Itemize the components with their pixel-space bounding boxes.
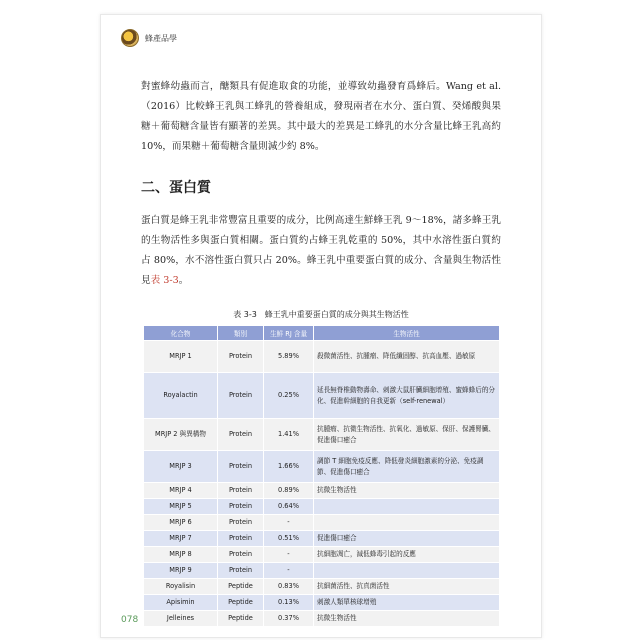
cell-category: Protein <box>218 531 264 547</box>
cell-category: Peptide <box>218 595 264 611</box>
bee-logo-icon <box>121 29 139 47</box>
table-title: 表 3-3 蜂王乳中重要蛋白質的成分與其生物活性 <box>233 310 409 319</box>
paragraph-sugars: 對蜜蜂幼蟲而言，醣類具有促進取食的功能，並導致幼蟲發育爲蜂后。Wang et al.（2016）比較蜂王乳與工蜂乳的營養組成，發現兩者在水分、蛋白質、癸烯酸與果糖＋葡萄糖含量皆有顯著的差異。其中最大的差異是工蜂乳的水分含量比蜂王乳高約 10%，而果糖＋葡萄糖含量則減少約 8%。 <box>141 81 501 152</box>
cell-content: 0.37% <box>264 611 314 627</box>
cell-compound: MRJP 2 與異構物 <box>144 419 218 451</box>
cell-compound: Royalisin <box>144 579 218 595</box>
table-row <box>144 547 500 563</box>
section-heading: 二、蛋白質 <box>141 180 211 196</box>
cell-category: Protein <box>218 373 264 419</box>
cell-activity <box>314 563 500 579</box>
cell-category: Protein <box>218 499 264 515</box>
cell-compound: MRJP 8 <box>144 547 218 563</box>
cell-compound: MRJP 3 <box>144 451 218 483</box>
cell-content: 0.64% <box>264 499 314 515</box>
cell-content: 0.13% <box>264 595 314 611</box>
table-row <box>144 531 500 547</box>
cell-activity: 調節 T 細胞免疫反應、降低發炎細胞激素的分泌、免疫調節、促進傷口癒合 <box>314 451 500 483</box>
cell-content: 0.89% <box>264 483 314 499</box>
table-reference-link[interactable]: 表 3-3 <box>150 275 179 286</box>
cell-compound: MRJP 6 <box>144 515 218 531</box>
cell-compound: Royalactin <box>144 373 218 419</box>
cell-category: Protein <box>218 483 264 499</box>
cell-content: 1.66% <box>264 451 314 483</box>
table-row <box>144 341 500 373</box>
table-row <box>144 419 500 451</box>
paragraph-protein-end: 。 <box>178 275 189 286</box>
cell-activity <box>314 515 500 531</box>
cell-category: Protein <box>218 341 264 373</box>
cell-activity <box>314 499 500 515</box>
table-row <box>144 373 500 419</box>
table-row <box>144 499 500 515</box>
cell-compound: MRJP 4 <box>144 483 218 499</box>
cell-content: - <box>264 563 314 579</box>
cell-compound: Jelleines <box>144 611 218 627</box>
table-row <box>144 483 500 499</box>
cell-activity: 抗微生物活性 <box>314 611 500 627</box>
cell-compound: MRJP 5 <box>144 499 218 515</box>
cell-compound: MRJP 9 <box>144 563 218 579</box>
cell-content: 0.83% <box>264 579 314 595</box>
table-row <box>144 563 500 579</box>
header-activity: 生物活性 <box>314 326 500 341</box>
cell-activity: 殺微菌活性、抗腫瘤、降低纖固醇、抗高血壓、過敏原 <box>314 341 500 373</box>
cell-content: 0.51% <box>264 531 314 547</box>
cell-content: 1.41% <box>264 419 314 451</box>
protein-table <box>143 325 500 627</box>
cell-content: 0.25% <box>264 373 314 419</box>
cell-category: Peptide <box>218 611 264 627</box>
paragraph-protein-text: 蛋白質是蜂王乳非常豐富且重要的成分，比例高達生鮮蜂王乳 9～18%，諸多蜂王乳的生物活性多與蛋白質相關。蛋白質約占蜂王乳乾重的 50%，其中水溶性蛋白質約占 80%，水不溶性蛋白質只占 20%。蜂王乳中重要蛋白質的成分、含量與生物活性見 <box>141 215 501 286</box>
cell-compound: MRJP 7 <box>144 531 218 547</box>
header-category: 類別 <box>218 326 264 341</box>
cell-activity: 抗細胞凋亡，減低蜂毒引起的反應 <box>314 547 500 563</box>
table-row <box>144 451 500 483</box>
cell-content: - <box>264 547 314 563</box>
cell-compound: MRJP 1 <box>144 341 218 373</box>
cell-category: Peptide <box>218 579 264 595</box>
table-row <box>144 611 500 627</box>
cell-content: - <box>264 515 314 531</box>
paragraph-protein <box>141 211 501 291</box>
header-content: 生鮮 RJ 含量 <box>264 326 314 341</box>
table-header-row <box>144 326 500 341</box>
header-compound: 化合物 <box>144 326 218 341</box>
cell-category: Protein <box>218 547 264 563</box>
table-row <box>144 515 500 531</box>
cell-activity: 刺激人類單核球增殖 <box>314 595 500 611</box>
cell-category: Protein <box>218 419 264 451</box>
table-row <box>144 579 500 595</box>
cell-category: Protein <box>218 451 264 483</box>
running-header <box>121 29 177 47</box>
series-title: 蜂產品學 <box>145 33 177 43</box>
cell-compound: Apisimin <box>144 595 218 611</box>
page-number: 078 <box>121 615 139 625</box>
cell-content: 5.89% <box>264 341 314 373</box>
cell-category: Protein <box>218 515 264 531</box>
cell-activity: 抗腫瘤、抗微生物活性、抗氧化、過敏原、保肝、保護腎臟、促進傷口癒合 <box>314 419 500 451</box>
book-page <box>100 14 542 638</box>
cell-activity: 促進傷口癒合 <box>314 531 500 547</box>
cell-activity: 延長無脊椎動物壽命、刺激大鼠肝臟細胞增殖、蜜蜂蜂后的分化、促進幹細胞的自我更新（self-renewal） <box>314 373 500 419</box>
cell-activity: 抗細菌活性、抗真菌活性 <box>314 579 500 595</box>
protein-table-container <box>143 325 499 627</box>
cell-activity: 抗微生物活性 <box>314 483 500 499</box>
table-row <box>144 595 500 611</box>
cell-category: Protein <box>218 563 264 579</box>
